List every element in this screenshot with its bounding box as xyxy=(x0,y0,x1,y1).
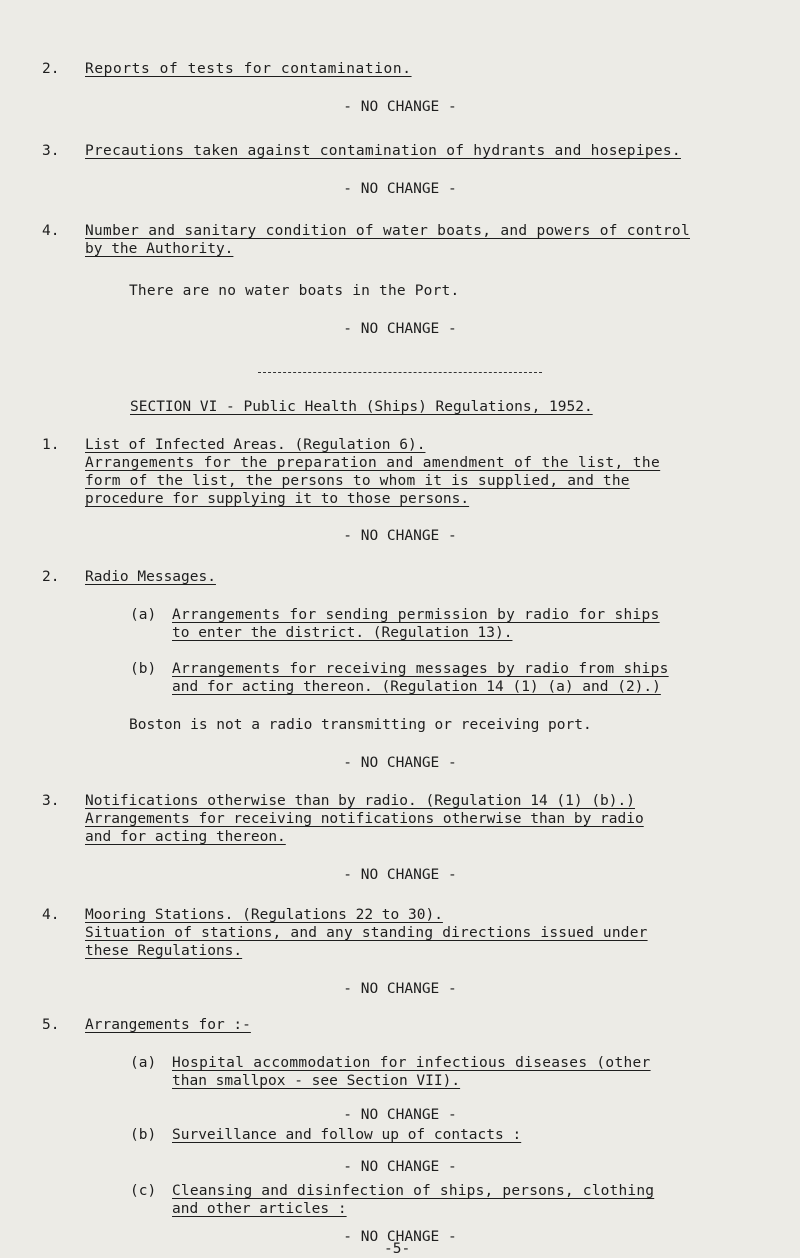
body-text: form of the list, the persons to whom it is supplied, and the xyxy=(85,473,630,489)
status-line: - NO CHANGE - xyxy=(343,528,457,544)
page-number: -5- xyxy=(384,1241,411,1257)
body-text: Arrangements for sending permission by radio for ships xyxy=(172,607,660,623)
sub-item-label: (c) xyxy=(130,1183,157,1199)
item-title: Notifications otherwise than by radio. (Regulation 14 (1) (b).) xyxy=(85,793,635,809)
status-line: - NO CHANGE - xyxy=(343,1107,457,1123)
status-line: - NO CHANGE - xyxy=(343,755,457,771)
item-number: 5. xyxy=(42,1017,60,1033)
item-number: 3. xyxy=(42,793,60,809)
status-line: - NO CHANGE - xyxy=(343,981,457,997)
body-text: and for acting thereon. xyxy=(85,829,286,845)
body-text: to enter the district. (Regulation 13). xyxy=(172,625,513,641)
body-text: Arrangements for receiving notifications otherwise than by radio xyxy=(85,811,644,827)
body-text: Boston is not a radio transmitting or receiving port. xyxy=(129,717,592,733)
item-number: 4. xyxy=(42,223,60,239)
body-text: Cleansing and disinfection of ships, persons, clothing xyxy=(172,1183,655,1199)
sub-item-label: (a) xyxy=(130,1055,157,1071)
body-text: and other articles : xyxy=(172,1201,347,1217)
body-text: Situation of stations, and any standing directions issued under xyxy=(85,925,648,941)
status-line: - NO CHANGE - xyxy=(343,1159,457,1175)
body-text: Arrangements for receiving messages by radio from ships xyxy=(172,661,669,677)
sub-item-label: (a) xyxy=(130,607,157,623)
section-heading: SECTION VI - Public Health (Ships) Regulations, 1952. xyxy=(130,399,593,415)
item-title: Arrangements for :- xyxy=(85,1017,251,1033)
sub-item-label: (b) xyxy=(130,661,157,677)
body-text: Surveillance and follow up of contacts : xyxy=(172,1127,522,1143)
item-number: 1. xyxy=(42,437,60,453)
status-line: - NO CHANGE - xyxy=(343,1229,457,1245)
body-text: than smallpox - see Section VII). xyxy=(172,1073,461,1089)
body-text: and for acting thereon. (Regulation 14 (1) (a) and (2).) xyxy=(172,679,661,695)
body-text: Hospital accommodation for infectious diseases (other xyxy=(172,1055,651,1071)
item-number: 4. xyxy=(42,907,60,923)
body-text: Arrangements for the preparation and amendment of the list, the xyxy=(85,455,661,471)
item-number: 2. xyxy=(42,569,60,585)
status-line: - NO CHANGE - xyxy=(343,321,457,337)
item-title: Number and sanitary condition of water boats, and powers of control xyxy=(85,223,690,239)
divider xyxy=(258,372,542,373)
item-title: List of Infected Areas. (Regulation 6). xyxy=(85,437,426,453)
item-title: Mooring Stations. (Regulations 22 to 30). xyxy=(85,907,443,923)
item-title: Radio Messages. xyxy=(85,569,216,585)
status-line: - NO CHANGE - xyxy=(343,99,457,115)
status-line: - NO CHANGE - xyxy=(343,181,457,197)
body-text: these Regulations. xyxy=(85,943,243,959)
status-line: - NO CHANGE - xyxy=(343,867,457,883)
sub-item-label: (b) xyxy=(130,1127,157,1143)
item-title: Reports of tests for contamination. xyxy=(85,61,412,77)
item-title: Precautions taken against contamination of hydrants and hosepipes. xyxy=(85,143,681,159)
body-text: procedure for supplying it to those persons. xyxy=(85,491,470,507)
item-number: 3. xyxy=(42,143,60,159)
body-text: There are no water boats in the Port. xyxy=(129,283,460,299)
item-number: 2. xyxy=(42,61,60,77)
item-title: by the Authority. xyxy=(85,241,234,257)
